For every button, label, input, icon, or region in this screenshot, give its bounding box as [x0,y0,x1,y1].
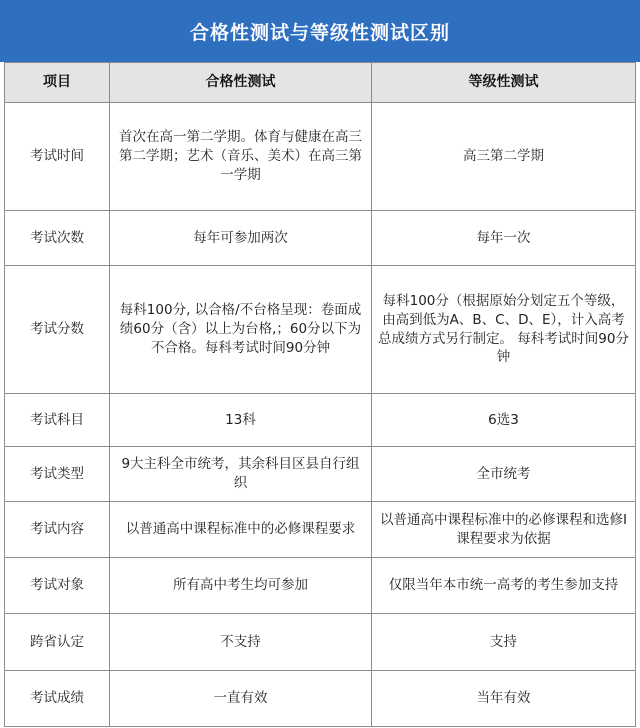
qualify-cell: 每年可参加两次 [110,211,372,266]
header-row [5,63,636,103]
qualify-cell: 每科100分, 以合格/不台格呈现：卷面成绩60分（含）以上为台格,；60分以下为不合格。每科考试时间90分钟 [110,266,372,394]
row-label: 考试内容 [5,502,110,558]
table-row [5,211,636,266]
row-label: 考试成绩 [5,671,110,727]
grade-cell: 每科100分（根据原始分划定五个等级，由高到低为A、B、C、D、E），计入高考总成绩方式另行制定。 每科考试时间90分钟 [372,266,636,394]
row-label: 跨省认定 [5,614,110,671]
table-row [5,266,636,394]
row-label: 考试类型 [5,447,110,502]
header-item: 项目 [5,63,110,103]
qualify-cell: 13科 [110,394,372,447]
grade-cell: 每年一次 [372,211,636,266]
qualify-cell: 以普通高中课程标准中的必修课程要求 [110,502,372,558]
qualify-cell: 所有高中考生均可参加 [110,558,372,614]
grade-cell: 6选3 [372,394,636,447]
row-label: 考试科目 [5,394,110,447]
grade-cell: 全市统考 [372,447,636,502]
grade-cell: 以普通高中课程标准中的必修课程和选修I课程要求为依据 [372,502,636,558]
qualify-cell: 首次在高一第二学期。体育与健康在高三第二学期；艺术（音乐、美术）在高三第一学期 [110,103,372,211]
header-qualify-test: 合格性测试 [110,63,372,103]
table-row [5,103,636,211]
table-row [5,614,636,671]
table-row [5,447,636,502]
row-label: 考试次数 [5,211,110,266]
qualify-cell: 9大主科全市统考，其余科目区县自行组织 [110,447,372,502]
comparison-table [4,62,636,727]
row-label: 考试分数 [5,266,110,394]
table-row [5,558,636,614]
grade-cell: 支持 [372,614,636,671]
header-grade-test: 等级性测试 [372,63,636,103]
table-row [5,502,636,558]
page-title: 合格性测试与等级性测试区别 [0,0,640,62]
qualify-cell: 不支持 [110,614,372,671]
qualify-cell: 一直有效 [110,671,372,727]
grade-cell: 高三第二学期 [372,103,636,211]
grade-cell: 仅限当年本市统一高考的考生参加支持 [372,558,636,614]
row-label: 考试对象 [5,558,110,614]
table-row [5,671,636,727]
table-row [5,394,636,447]
row-label: 考试时间 [5,103,110,211]
grade-cell: 当年有效 [372,671,636,727]
